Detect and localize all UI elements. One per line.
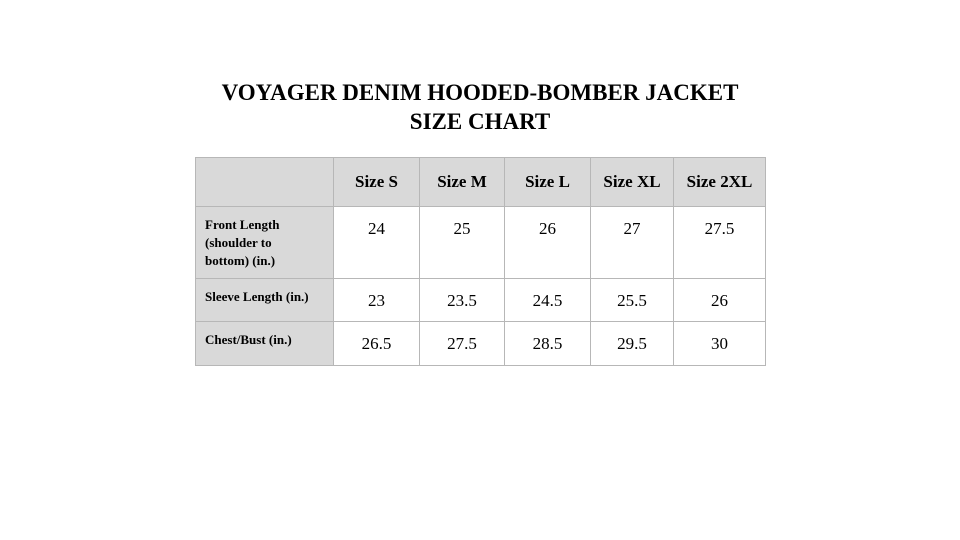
table-cell: 24 <box>334 207 420 279</box>
table-cell: 26 <box>505 207 591 279</box>
row-label-front-length: Front Length (shoulder to bottom) (in.) <box>196 207 334 279</box>
column-header-size-m: Size M <box>420 158 505 207</box>
table-cell: 27.5 <box>674 207 766 279</box>
table-row-chest-bust <box>196 322 766 366</box>
table-cell: 27.5 <box>420 322 505 366</box>
table-cell: 25.5 <box>591 279 674 322</box>
table-row-front-length <box>196 207 766 279</box>
column-header-size-2xl: Size 2XL <box>674 158 766 207</box>
table-cell: 27 <box>591 207 674 279</box>
column-header-size-xl: Size XL <box>591 158 674 207</box>
table-cell: 23.5 <box>420 279 505 322</box>
page-title <box>0 78 960 136</box>
row-label-sleeve-length: Sleeve Length (in.) <box>196 279 334 322</box>
table-row-sleeve-length <box>196 279 766 322</box>
table-header-row <box>196 158 766 207</box>
table-cell: 25 <box>420 207 505 279</box>
column-header-size-l: Size L <box>505 158 591 207</box>
table-cell: 26.5 <box>334 322 420 366</box>
size-chart-table <box>195 157 766 366</box>
table-cell: 24.5 <box>505 279 591 322</box>
table-cell: 26 <box>674 279 766 322</box>
table-corner-cell <box>196 158 334 207</box>
table-cell: 29.5 <box>591 322 674 366</box>
row-label-chest-bust: Chest/Bust (in.) <box>196 322 334 366</box>
table-cell: 23 <box>334 279 420 322</box>
column-header-size-s: Size S <box>334 158 420 207</box>
title-line-product: VOYAGER DENIM HOODED-BOMBER JACKET <box>221 80 739 105</box>
table-cell: 28.5 <box>505 322 591 366</box>
table-cell: 30 <box>674 322 766 366</box>
title-line-size-chart: SIZE CHART <box>409 109 551 134</box>
